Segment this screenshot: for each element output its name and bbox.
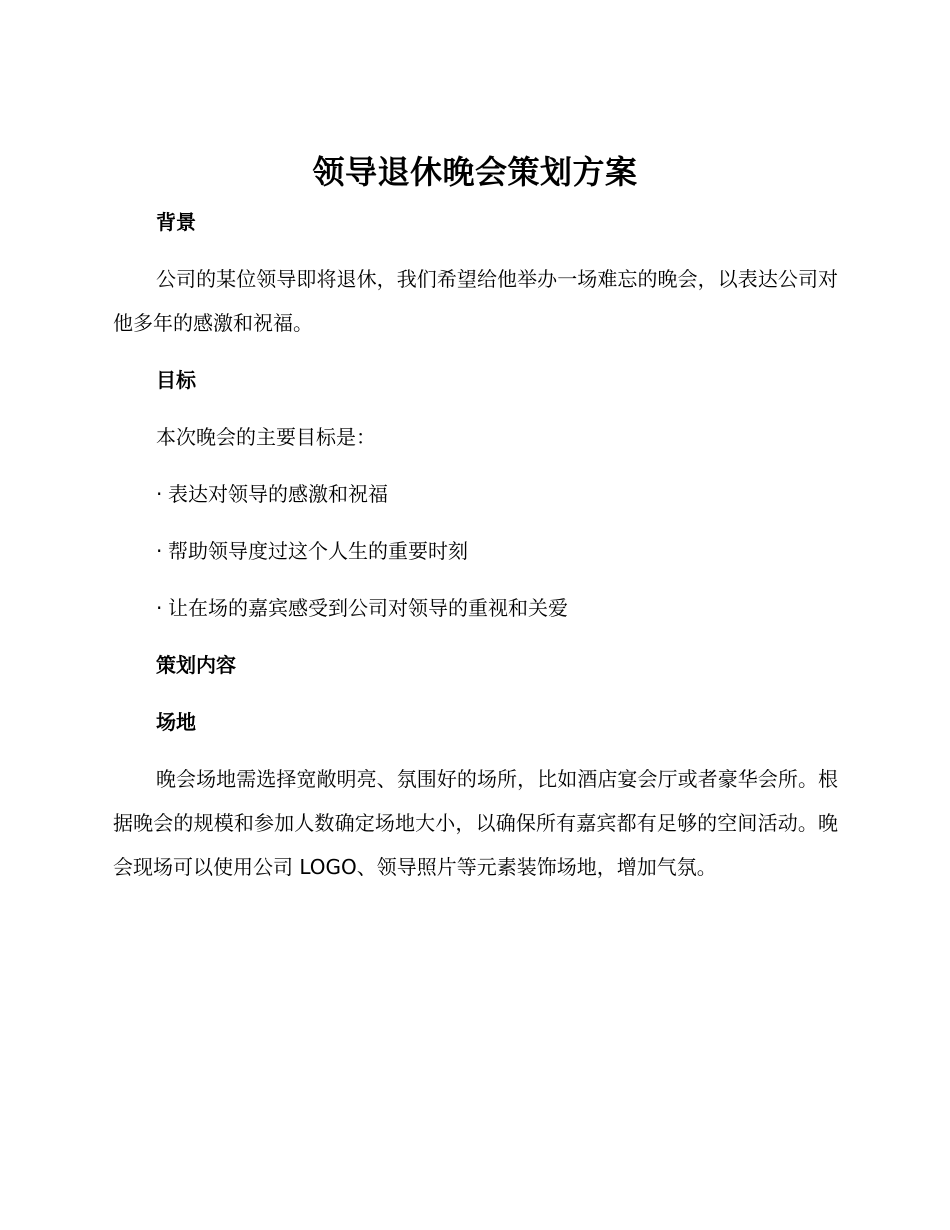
bullet-marker: · — [156, 539, 163, 563]
document-body — [113, 200, 838, 902]
document-title: 领导退休晚会策划方案 — [312, 153, 638, 191]
goal-bullet-text: 表达对领导的感激和祝福 — [168, 482, 388, 506]
goal-intro: 本次晚会的主要目标是： — [156, 425, 376, 449]
venue-paragraph: 晚会场地需选择宽敞明亮、氛围好的场所，比如酒店宴会厅或者豪华会所。根据晚会的规模和参加人数确定场地大小，以确保所有嘉宾都有足够的空间活动。晚会现场可以使用公司 LOGO、领导照片等元素装饰场地，增加气氛。 — [113, 767, 838, 879]
goal-bullet-item — [113, 529, 838, 586]
section-heading-background: 背景 — [156, 210, 196, 234]
section-heading-venue: 场地 — [156, 710, 196, 734]
goal-bullet-text: 帮助领导度过这个人生的重要时刻 — [168, 539, 468, 563]
bullet-marker: · — [156, 482, 163, 506]
background-paragraph: 公司的某位领导即将退休，我们希望给他举办一场难忘的晚会，以表达公司对他多年的感激和祝福。 — [113, 267, 838, 335]
bullet-marker: · — [156, 596, 163, 620]
section-heading-plan: 策划内容 — [156, 653, 236, 677]
goal-bullet-item — [113, 586, 838, 643]
section-heading-goal: 目标 — [156, 368, 196, 392]
goal-bullet-text: 让在场的嘉宾感受到公司对领导的重视和关爱 — [168, 596, 568, 620]
goal-bullet-item — [113, 472, 838, 529]
